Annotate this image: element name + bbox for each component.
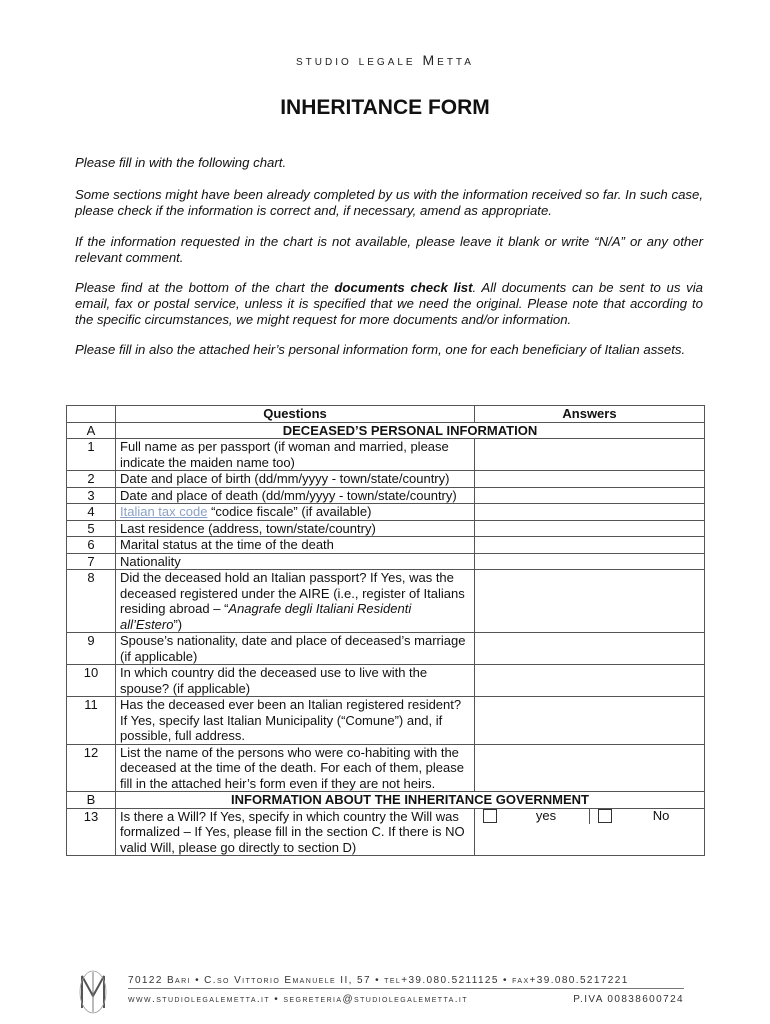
section-letter: A [67,422,116,439]
table-row: 1 Full name as per passport (if woman and married, please indicate the maiden name too) [67,439,705,471]
answer-cell[interactable] [475,537,705,554]
italian-tax-code-link[interactable]: Italian tax code [120,504,208,519]
intro-paragraph-5: Please fill in also the attached heir’s personal information form, one for each beneficiary of Italian assets. [75,342,686,357]
section-a-row [67,422,705,439]
answer-cell [475,808,705,856]
answer-cell[interactable] [475,570,705,633]
answer-cell[interactable] [475,520,705,537]
firm-logo-icon [78,968,108,1016]
intro-paragraph-1: Please fill in with the following chart. [75,155,287,170]
answer-cell[interactable] [475,633,705,665]
section-title: INFORMATION ABOUT THE INHERITANCE GOVERNMENT [116,792,705,809]
table-row: 3 Date and place of death (dd/mm/yyyy - town/state/country) [67,487,705,504]
documents-check-list-text: documents check list [334,280,473,295]
table-row: 6 Marital status at the time of the death [67,537,705,554]
answer-cell[interactable] [475,504,705,521]
answer-cell[interactable] [475,471,705,488]
intro-paragraph-2: Some sections might have been already completed by us with the information received so far. In such case, please check if the information is correct and, if necessary, amend as appropriate. [75,187,703,218]
page-title: INHERITANCE FORM [280,96,490,119]
table-header-row [67,406,705,423]
table-row: 2 Date and place of birth (dd/mm/yyyy - town/state/country) [67,471,705,488]
table-row: 12 List the name of the persons who were co-habiting with the deceased at the time of the death. For each of them, please fill in the attached heir’s form even if they are not heirs. [67,744,705,792]
intro-paragraph-4: Please find at the bottom of the chart the documents check list. All documents can be sent to us via email, fax or postal service, unless it is specified that we need the original. Please note that according to the specific circumstances, we might request for more documents and/or information. [75,280,704,327]
table-row: 9 Spouse’s nationality, date and place of deceased’s marriage (if applicable) [67,633,705,665]
yes-label: yes [535,808,557,824]
table-row: 10 In which country did the deceased use to live with the spouse? (if applicable) [67,665,705,697]
will-yes-checkbox[interactable] [483,809,497,823]
table-row: 8 Did the deceased hold an Italian passport? If Yes, was the deceased registered under the AIRE (i.e., register of Italians residing abroad – “Anagrafe degli Italiani Residenti all’Estero”) [67,570,705,633]
inheritance-form-table [66,405,705,856]
table-row: 11 Has the deceased ever been an Italian registered resident? If Yes, specify last Italian Municipality (“Comune”) and, if possible, full address. [67,697,705,745]
intro-paragraph-3: If the information requested in the chart is not available, please leave it blank or write “N/A” or any other relevant comment. [75,234,703,265]
answer-cell[interactable] [475,439,705,471]
table-row: 4 Italian tax code “codice fiscale” (if available) [67,504,705,521]
footer-contacts [128,994,684,1005]
table-row: 7 Nationality [67,553,705,570]
footer-divider [128,988,684,989]
firm-name: studio legale Metta [296,52,474,68]
answer-cell[interactable] [475,487,705,504]
answer-cell[interactable] [475,665,705,697]
section-title: DECEASED’S PERSONAL INFORMATION [116,422,705,439]
answer-cell[interactable] [475,697,705,745]
no-label: No [652,808,670,824]
will-no-checkbox[interactable] [598,809,612,823]
table-row: 5 Last residence (address, town/state/country) [67,520,705,537]
footer-address: 70122 Bari • C.so Vittorio Emanuele II, 57 • tel+39.080.5211125 • fax+39.080.5217221 [128,975,629,986]
footer-vat: P.IVA 00838600724 [573,994,684,1005]
answer-cell[interactable] [475,553,705,570]
footer-web-email: www.studiolegalemetta.it • segreteria@studiolegalemetta.it [128,994,468,1005]
section-letter: B [67,792,116,809]
questions-header: Questions [116,406,475,423]
answers-header: Answers [475,406,705,423]
section-b-row [67,792,705,809]
table-row: 13 Is there a Will? If Yes, specify in which country the Will was formalized – If Yes, please fill in the section C. If there is NO valid Will, please go directly to section D) yes No [67,808,705,856]
answer-cell[interactable] [475,744,705,792]
